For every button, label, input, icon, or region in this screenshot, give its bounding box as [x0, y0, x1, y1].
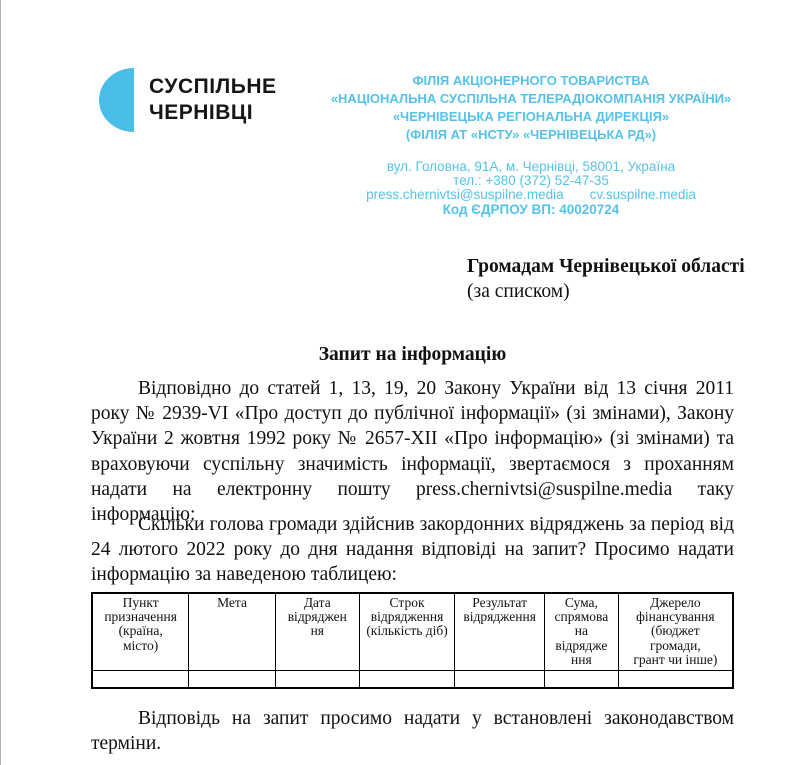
- table-header-destination: Пункт призначення (країна, місто): [92, 593, 189, 671]
- paragraph-question: Скільки голова громади здійснив закордонних відряджень за період від 24 лютого 2022 року до дня надання відповіді на запит? Просимо надати інформацію за наведеною таблицею:: [91, 514, 734, 586]
- table-header-result: Результат відрядження: [455, 593, 545, 671]
- site-address: cv.suspilne.media: [589, 187, 696, 202]
- table-header-funding-source: Джерело фінансування (бюджет громади, грант чи інше): [618, 593, 733, 671]
- info-request-table: [91, 592, 734, 689]
- edrpou-line: Код ЄДРПОУ ВП: 40020724: [442, 202, 620, 217]
- paragraph-legal-basis: Відповідно до статей 1, 13, 19, 20 Закону України від 13 січня 2011 року № 2939-VI «Про доступ до публічної інформації» (зі змінами), Закону України 2 жовтня 1992 року № 2657-XII «Про інформацію» (зі змінами) та враховуючи суспільну значимість інформації, звертаємося з проханням надати на електронну пошту press.chernivtsi@suspilne.media таку інформацію:: [91, 378, 734, 526]
- table-empty-cell: [545, 671, 619, 688]
- table-empty-cell: [618, 671, 733, 688]
- paragraph-closing: Відповідь на запит просимо надати у встановлені законодавством терміни.: [91, 708, 734, 755]
- organization-header: [301, 72, 761, 217]
- table-header-duration: Строк відрядження (кількість діб): [359, 593, 455, 671]
- brand-name: [149, 74, 277, 126]
- document-title: Запит на інформацію: [318, 344, 507, 365]
- table-empty-cell: [275, 671, 359, 688]
- brand-line-2: ЧЕРНІВЦІ: [149, 101, 254, 124]
- addressee-name: Громадам Чернівецької області: [467, 256, 745, 277]
- table-header-purpose: Мета: [189, 593, 276, 671]
- table-header-amount: Сума, спрямова на відрядже ння: [545, 593, 619, 671]
- addressee-block: [467, 254, 745, 304]
- brand-line-1: СУСПІЛЬНЕ: [149, 75, 277, 98]
- addressee-note: (за списком): [467, 281, 570, 302]
- table-empty-cell: [359, 671, 455, 688]
- table-header-row: [92, 593, 733, 671]
- table-empty-cell: [189, 671, 276, 688]
- press-email: press.chernivtsi@suspilne.media: [366, 187, 564, 202]
- phone-line: тел.: +380 (372) 52-47-35: [453, 173, 609, 188]
- table-empty-cell: [92, 671, 189, 688]
- table-header-date: Дата відряджен ня: [275, 593, 359, 671]
- org-name-line: «НАЦІОНАЛЬНА СУСПІЛЬНА ТЕЛЕРАДІОКОМПАНІЯ УКРАЇНИ»: [330, 91, 732, 106]
- table-empty-cell: [455, 671, 545, 688]
- org-name-line: (ФІЛІЯ АТ «НСТУ» «ЧЕРНІВЕЦЬКА РД»): [405, 127, 657, 142]
- org-name-line: ФІЛІЯ АКЦІОНЕРНОГО ТОВАРИСТВА: [412, 73, 650, 88]
- email-line: [301, 188, 761, 202]
- table-empty-row: [92, 671, 733, 688]
- address-line: вул. Головна, 91А, м. Чернівці, 58001, Україна: [386, 159, 676, 174]
- org-contacts: [301, 160, 761, 217]
- suspilne-logo-mark: [99, 68, 134, 132]
- org-name-line: «ЧЕРНІВЕЦЬКА РЕГІОНАЛЬНА ДИРЕКЦІЯ»: [392, 109, 670, 124]
